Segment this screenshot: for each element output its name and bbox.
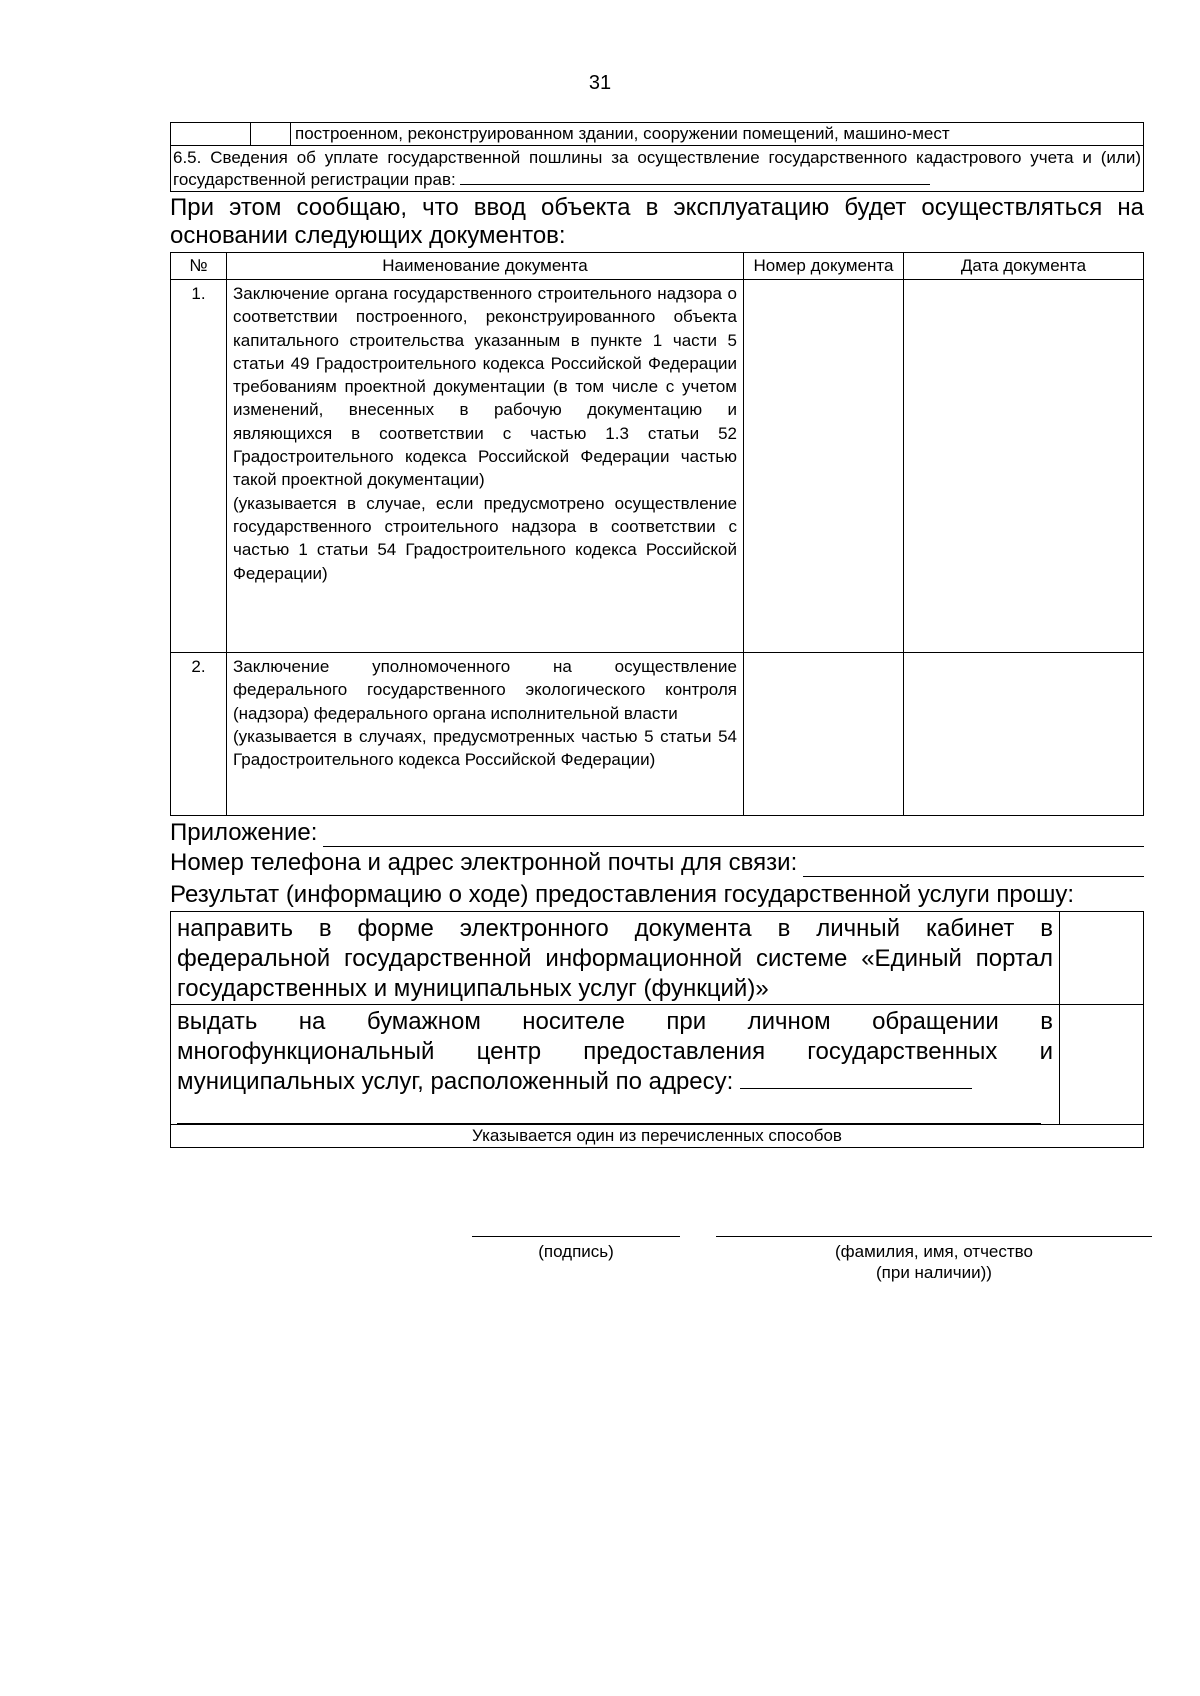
table-row: [171, 653, 1144, 816]
document-name: [227, 280, 744, 653]
checkbox-cell[interactable]: [251, 123, 291, 146]
table-header-row: [171, 253, 1144, 280]
document-number-cell[interactable]: [744, 280, 904, 653]
address-input-line[interactable]: [740, 1068, 972, 1089]
header-document-date: Дата документа: [904, 253, 1144, 280]
table-row: [171, 280, 1144, 653]
form-content: [170, 122, 1144, 1148]
document-name: [227, 653, 744, 816]
intro-text: При этом сообщаю, что ввод объекта в эксплуатацию будет осуществляться на основании следующих документов:: [170, 194, 1144, 249]
document-name-note: (указывается в случае, если предусмотрено осуществление государственного строительного надзора в соответствии с частью 1 статьи 54 Градостроительного кодекса Российской Федерации): [233, 493, 737, 583]
delivery-electronic-checkbox[interactable]: [1060, 912, 1144, 1005]
full-name-line[interactable]: [716, 1236, 1152, 1237]
delivery-paper-option: [171, 1005, 1060, 1125]
result-request-text: Результат (информацию о ходе) предоставления государственной услуги прошу:: [170, 881, 1075, 908]
signature-field: [472, 1236, 680, 1262]
delivery-method-note: Указывается один из перечисленных способов: [171, 1125, 1144, 1148]
signature-line[interactable]: [472, 1236, 680, 1237]
attachment-input-line[interactable]: [323, 824, 1144, 847]
row-number: 2.: [171, 653, 227, 816]
full-name-label-line2: (при наличии)): [876, 1263, 992, 1282]
document-date-cell[interactable]: [904, 653, 1144, 816]
delivery-method-table: [170, 911, 1144, 1148]
row-number: 1.: [171, 280, 227, 653]
document-name-text: Заключение уполномоченного на осуществление федерального государственного экологического контроля (надзора) федерального органа исполнительной власти: [233, 657, 737, 723]
delivery-paper-label: выдать на бумажном носителе при личном обращении в многофункциональный центр предоставления государственных и муниципальных услуг, расположенный по адресу:: [177, 1008, 1053, 1095]
document-number-cell[interactable]: [744, 653, 904, 816]
contact-label: Номер телефона и адрес электронной почты для связи:: [170, 849, 798, 876]
document-date-cell[interactable]: [904, 280, 1144, 653]
document-name-note: (указывается в случаях, предусмотренных частью 5 статьи 54 Градостроительного кодекса Российской Федерации): [233, 726, 737, 770]
signature-block: [0, 1236, 1200, 1296]
signature-label: (подпись): [538, 1242, 614, 1261]
full-name-field: [716, 1236, 1152, 1283]
row-continuation-text: построенном, реконструированном здании, сооружении помещений, машино-мест: [291, 123, 1144, 146]
table-row: [171, 1125, 1144, 1148]
cadastral-info-table: [170, 122, 1144, 192]
full-name-label-line1: (фамилия, имя, отчество: [835, 1242, 1033, 1261]
document-name-text: Заключение органа государственного строительного надзора о соответствии построенного, реконструированного объекта капитального строительства указанным в пункте 1 части 5 статьи 49 Градостроительного кодекса Российской Федерации требованиям проектной документации (в том числе с учетом изменений, внесенных в рабочую документацию и являющихся в соответствии с частью 1.3 статьи 52 Градостроительного кодекса Российской Федерации частью такой проектной документации): [233, 284, 737, 490]
state-fee-label: 6.5. Сведения об уплате государственной пошлины за осуществление государственного кадастрового учета и (или) государственной регистрации прав:: [173, 148, 1141, 189]
header-document-name: Наименование документа: [227, 253, 744, 280]
table-row: [171, 1005, 1144, 1125]
attachment-label: Приложение:: [170, 819, 318, 846]
contact-input-line[interactable]: [803, 854, 1144, 877]
page-number: 31: [588, 72, 612, 94]
table-row: [171, 146, 1144, 192]
contact-field: [170, 849, 1144, 877]
blank-cell: [171, 123, 251, 146]
address-input-line-continued[interactable]: [177, 1097, 1041, 1124]
table-row: [171, 123, 1144, 146]
documents-table: [170, 252, 1144, 816]
attachment-field: [170, 819, 1144, 847]
delivery-paper-checkbox[interactable]: [1060, 1005, 1144, 1125]
state-fee-input-line[interactable]: [460, 170, 930, 185]
header-document-number: Номер документа: [744, 253, 904, 280]
delivery-electronic-option: направить в форме электронного документа в личный кабинет в федеральной государственной информационной системе «Единый портал государственных и муниципальных услуг (функций)»: [171, 912, 1060, 1005]
header-number: №: [171, 253, 227, 280]
state-fee-cell: [171, 146, 1144, 192]
table-row: [171, 912, 1144, 1005]
